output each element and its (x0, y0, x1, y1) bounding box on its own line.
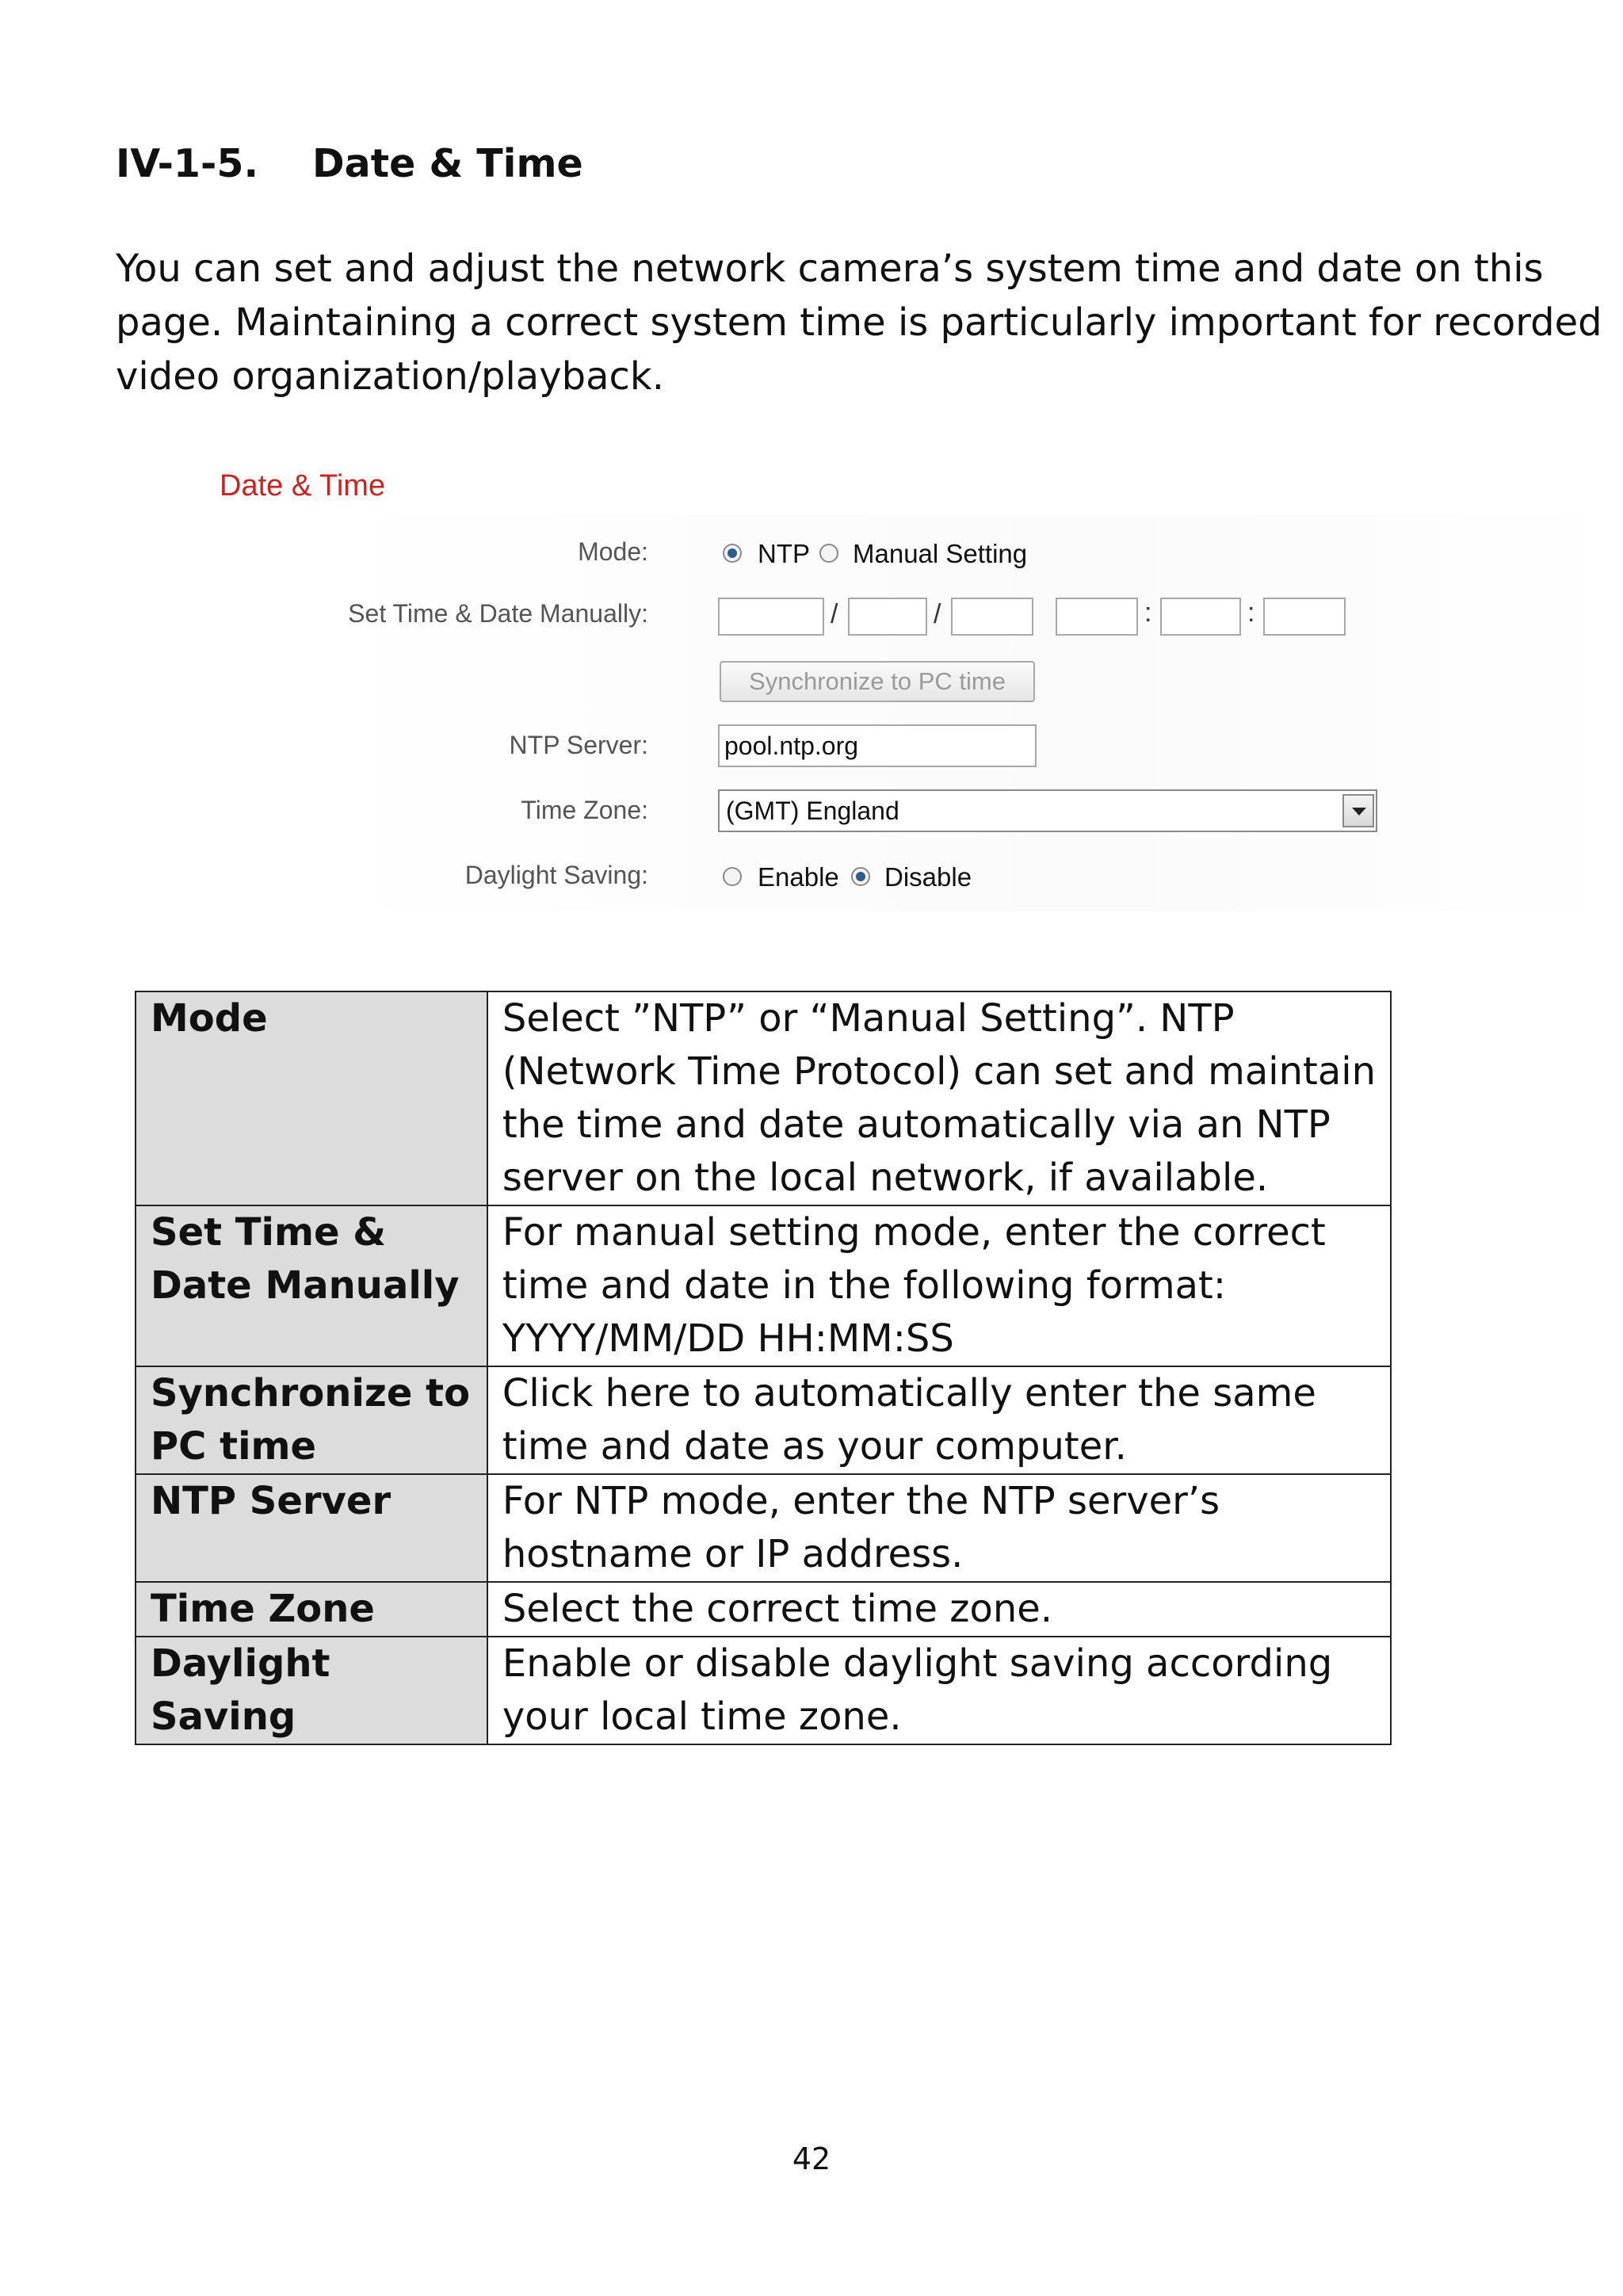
definition-line: Click here to automatically enter the same (502, 1371, 1316, 1415)
chevron-down-icon[interactable] (1342, 794, 1374, 827)
intro-line: video organization/playback. (116, 354, 664, 399)
table-row (136, 1366, 1391, 1474)
definition-line: Enable or disable daylight saving according (502, 1641, 1333, 1686)
definition-cell (487, 1366, 1391, 1474)
daylight-enable-radio[interactable] (723, 867, 742, 886)
day-input[interactable] (951, 598, 1033, 636)
year-input[interactable] (718, 598, 824, 636)
definition-line: the time and date automatically via an NTP (502, 1102, 1331, 1147)
definition-cell (487, 1474, 1391, 1582)
section-heading (116, 141, 583, 186)
definition-line: For manual setting mode, enter the correct (502, 1210, 1326, 1255)
minute-input[interactable] (1160, 598, 1241, 636)
manual-setting-radio-label: Manual Setting (853, 539, 1028, 568)
definition-line: Select the correct time zone. (502, 1587, 1053, 1631)
month-input[interactable] (848, 598, 927, 636)
ntp-server-label: NTP Server: (509, 731, 648, 759)
time-zone-label: Time Zone: (521, 796, 648, 824)
definition-line: Select ”NTP” or “Manual Setting”. NTP (502, 996, 1235, 1041)
manual-setting-radio[interactable] (819, 544, 838, 563)
time-zone-value: (GMT) England (726, 797, 899, 825)
intro-line: You can set and adjust the network camera’s system time and date on this (116, 246, 1544, 291)
definition-line: For NTP mode, enter the NTP server’s (502, 1479, 1220, 1523)
definition-line: (Network Time Protocol) can set and maintain (502, 1049, 1376, 1094)
definition-line: your local time zone. (502, 1694, 902, 1739)
mode-label: Mode: (578, 537, 648, 566)
table-row (136, 1637, 1391, 1744)
hour-input[interactable] (1056, 598, 1138, 636)
time-separator: : (1144, 598, 1152, 628)
screenshot-title: Date & Time (220, 469, 386, 502)
ntp-server-input[interactable]: pool.ntp.org (718, 724, 1037, 767)
term-cell: Synchronize to PC time (136, 1366, 487, 1474)
table-row (136, 1582, 1391, 1637)
intro-line: page. Maintaining a correct system time is particularly important for recorded (116, 300, 1602, 345)
daylight-saving-label: Daylight Saving: (464, 861, 648, 889)
date-separator: / (831, 599, 838, 629)
definition-line: server on the local network, if available. (502, 1156, 1269, 1200)
ntp-radio[interactable] (723, 544, 742, 563)
daylight-enable-label: Enable (758, 862, 839, 892)
manual-time-label: Set Time & Date Manually: (348, 599, 648, 628)
ntp-radio-label: NTP (758, 539, 810, 568)
section-title: Date & Time (312, 141, 583, 186)
date-separator: / (934, 599, 941, 629)
definition-line: time and date in the following format: (502, 1263, 1227, 1308)
definition-cell (487, 1205, 1391, 1366)
page-number: 42 (792, 2141, 831, 2176)
section-number: IV-1-5. (116, 141, 259, 186)
second-input[interactable] (1263, 598, 1346, 636)
daylight-disable-radio[interactable] (851, 867, 870, 886)
term-cell: Mode (136, 991, 487, 1205)
definition-cell (487, 1582, 1391, 1637)
time-zone-select[interactable] (718, 789, 1377, 832)
synchronize-pc-time-button[interactable]: Synchronize to PC time (720, 661, 1035, 702)
definition-line: YYYY/MM/DD HH:MM:SS (502, 1316, 954, 1361)
term-cell: Time Zone (136, 1582, 487, 1637)
field-description-table (135, 991, 1392, 1745)
time-separator: : (1247, 598, 1255, 628)
settings-panel (325, 515, 1617, 911)
table-row (136, 1474, 1391, 1582)
term-cell: Daylight Saving (136, 1637, 487, 1744)
definition-line: time and date as your computer. (502, 1424, 1127, 1469)
term-cell: NTP Server (136, 1474, 487, 1582)
definition-cell (487, 1637, 1391, 1744)
daylight-disable-label: Disable (884, 862, 972, 892)
table-row (136, 1205, 1391, 1366)
definition-line: hostname or IP address. (502, 1532, 964, 1576)
intro-paragraph (116, 242, 1602, 403)
definition-cell (487, 991, 1391, 1205)
term-cell: Set Time & Date Manually (136, 1205, 487, 1366)
table-row (136, 991, 1391, 1205)
